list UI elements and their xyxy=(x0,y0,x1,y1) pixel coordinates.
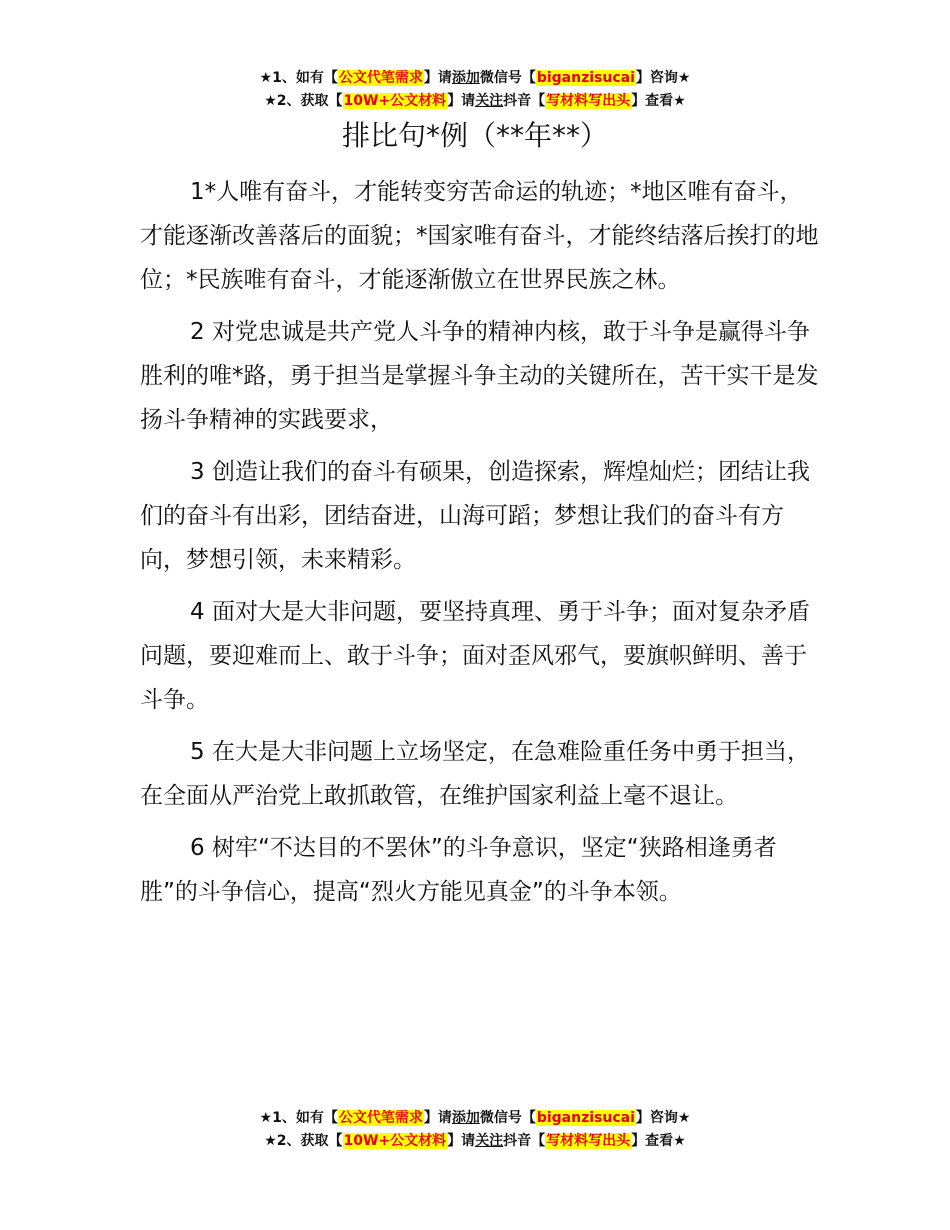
highlight-douyin-account: 写材料写出头 xyxy=(546,1133,631,1149)
banner-text: 】咨询★ xyxy=(635,1110,691,1126)
banner-text: ★2、获取【 xyxy=(264,1133,343,1149)
paragraph-6: 6 树牢“不达目的不罢休”的斗争意识，坚定“狭路相逢勇者胜”的斗争信心，提高“烈火方能见真金”的斗争本领。 xyxy=(140,835,777,905)
highlight-materials: 10W+公文材料 xyxy=(343,93,447,109)
highlight-wechat-id: biganzisucai xyxy=(536,1110,635,1126)
header-banner xyxy=(0,67,950,113)
banner-text: 】咨询★ xyxy=(635,70,691,86)
paragraph-2: 2 对党忠诚是共产党人斗争的精神内核，敢于斗争是赢得斗争胜利的唯*路，勇于担当是掌握斗争主动的关键所在，苦干实干是发扬斗争精神的实践要求， xyxy=(140,319,819,433)
document-title: 排比句*例（**年**） xyxy=(341,119,608,152)
highlight-ghostwriting-service: 公文代笔需求 xyxy=(338,1110,423,1126)
banner-text: 微信号【 xyxy=(479,1110,536,1126)
banner-text: ★1、如有【 xyxy=(259,70,338,86)
header-banner-line-1 xyxy=(0,67,950,90)
paragraph-4: 4 面对大是大非问题，要坚持真理、勇于斗争；面对复杂矛盾问题，要迎难而上、敢于斗争；面对歪风邪气，要旗帜鲜明、善于斗争。 xyxy=(140,599,810,713)
banner-text: 抖音【 xyxy=(503,1133,546,1149)
banner-underlined-text: 关注 xyxy=(475,1133,504,1149)
banner-text: ★2、获取【 xyxy=(264,93,343,109)
highlight-douyin-account: 写材料写出头 xyxy=(546,93,631,109)
banner-text: ★1、如有【 xyxy=(259,1110,338,1126)
banner-underlined-text: 添加 xyxy=(451,70,480,86)
banner-text: 抖音【 xyxy=(503,93,546,109)
paragraph-3: 3 创造让我们的奋斗有硕果，创造探索，辉煌灿烂；团结让我们的奋斗有出彩，团结奋进，山海可蹈；梦想让我们的奋斗有方向，梦想引领，未来精彩。 xyxy=(140,459,810,573)
banner-text: 微信号【 xyxy=(479,70,536,86)
banner-underlined-text: 关注 xyxy=(475,93,504,109)
highlight-materials: 10W+公文材料 xyxy=(343,1133,447,1149)
footer-banner xyxy=(0,1107,950,1153)
paragraph-5: 5 在大是大非问题上立场坚定，在急难险重任务中勇于担当，在全面从严治党上敢抓敢管，在维护国家利益上毫不退让。 xyxy=(140,739,810,809)
footer-banner-line-1 xyxy=(0,1107,950,1130)
highlight-wechat-id: biganzisucai xyxy=(536,70,635,86)
banner-text: 】查看★ xyxy=(631,93,686,109)
banner-text: 】查看★ xyxy=(631,1133,686,1149)
banner-text: 】请 xyxy=(423,70,452,86)
highlight-ghostwriting-service: 公文代笔需求 xyxy=(338,70,423,86)
banner-text: 】请 xyxy=(447,93,476,109)
document-body xyxy=(140,170,820,922)
paragraph-1: 1*人唯有奋斗，才能转变穷苦命运的轨迹；*地区唯有奋斗，才能逐渐改善落后的面貌；*国家唯有奋斗，才能终结落后挨打的地位；*民族唯有奋斗，才能逐渐傲立在世界民族之林。 xyxy=(140,179,819,293)
banner-text: 】请 xyxy=(447,1133,476,1149)
banner-underlined-text: 添加 xyxy=(451,1110,480,1126)
footer-banner-line-2 xyxy=(0,1130,950,1153)
header-banner-line-2 xyxy=(0,90,950,113)
banner-text: 】请 xyxy=(423,1110,452,1126)
